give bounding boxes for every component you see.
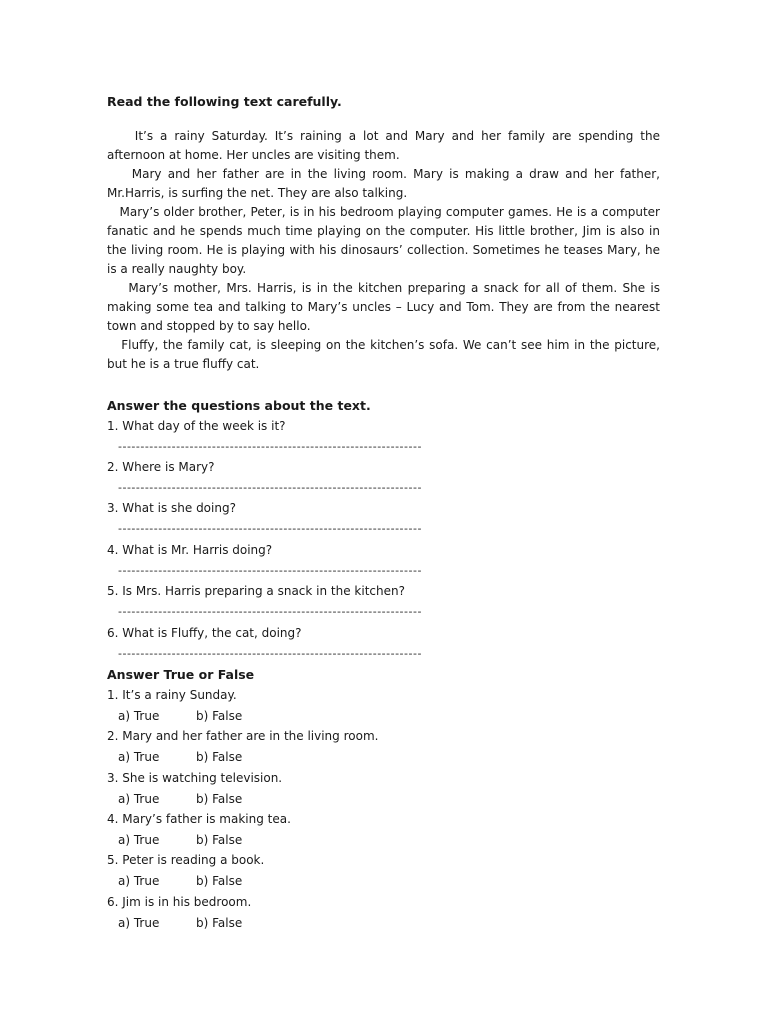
question-4: 4. What is Mr. Harris doing? — [107, 543, 273, 557]
question-5: 5. Is Mrs. Harris preparing a snack in the kitchen? — [107, 584, 405, 598]
option-true-5[interactable]: a) True — [118, 874, 160, 888]
answer-line-2[interactable]: -------------------------------------------------------------------- — [118, 481, 422, 494]
question-2: 2. Where is Mary? — [107, 460, 215, 474]
passage-paragraph: Mary’s older brother, Peter, is in his bedroom playing computer games. He is a computer fanatic and he spends much time playing on the computer. His little brother, Jim is also in the living room. He is playing with his dinosaurs’ collection. Sometimes he teases Mary, he is a really naughty boy. — [107, 205, 664, 276]
option-false-2[interactable]: b) False — [196, 750, 243, 764]
tf-statement-1: 1. It’s a rainy Sunday. — [107, 688, 237, 702]
passage-paragraph: Mary and her father are in the living room. Mary is making a draw and her father, Mr.Harris, is surfing the net. They are also talking. — [107, 167, 664, 200]
tf-statement-6: 6. Jim is in his bedroom. — [107, 895, 252, 909]
tf-statement-3: 3. She is watching television. — [107, 771, 283, 785]
option-false-3[interactable]: b) False — [196, 792, 243, 806]
question-1: 1. What day of the week is it? — [107, 419, 286, 433]
question-6: 6. What is Fluffy, the cat, doing? — [107, 626, 302, 640]
option-false-4[interactable]: b) False — [196, 833, 243, 847]
option-false-1[interactable]: b) False — [196, 709, 243, 723]
tf-statement-5: 5. Peter is reading a book. — [107, 853, 265, 867]
option-true-6[interactable]: a) True — [118, 916, 160, 930]
questions-heading: Answer the questions about the text. — [107, 398, 371, 413]
answer-line-3[interactable]: -------------------------------------------------------------------- — [118, 522, 422, 535]
passage-paragraph: It’s a rainy Saturday. It’s raining a lot and Mary and her family are spending the afternoon at home. Her uncles are visiting them. — [107, 129, 664, 162]
option-false-6[interactable]: b) False — [196, 916, 243, 930]
tf-statement-2: 2. Mary and her father are in the living room. — [107, 729, 379, 743]
answer-line-6[interactable]: -------------------------------------------------------------------- — [118, 647, 422, 660]
instruction-heading: Read the following text carefully. — [107, 94, 342, 109]
true-false-heading: Answer True or False — [107, 667, 255, 682]
answer-line-1[interactable]: -------------------------------------------------------------------- — [118, 440, 422, 453]
option-false-5[interactable]: b) False — [196, 874, 243, 888]
question-3: 3. What is she doing? — [107, 501, 236, 515]
option-true-4[interactable]: a) True — [118, 833, 160, 847]
answer-line-4[interactable]: -------------------------------------------------------------------- — [118, 564, 422, 577]
passage-paragraph: Mary’s mother, Mrs. Harris, is in the kitchen preparing a snack for all of them. She is making some tea and talking to Mary’s uncles – Lucy and Tom. They are from the nearest town and stopped by to say hello. — [107, 281, 664, 333]
tf-statement-4: 4. Mary’s father is making tea. — [107, 812, 291, 826]
answer-line-5[interactable]: -------------------------------------------------------------------- — [118, 605, 422, 618]
option-true-3[interactable]: a) True — [118, 792, 160, 806]
reading-passage — [107, 127, 664, 374]
option-true-1[interactable]: a) True — [118, 709, 160, 723]
passage-paragraph: Fluffy, the family cat, is sleeping on the kitchen’s sofa. We can’t see him in the picture, but he is a true fluffy cat. — [107, 338, 664, 371]
option-true-2[interactable]: a) True — [118, 750, 160, 764]
